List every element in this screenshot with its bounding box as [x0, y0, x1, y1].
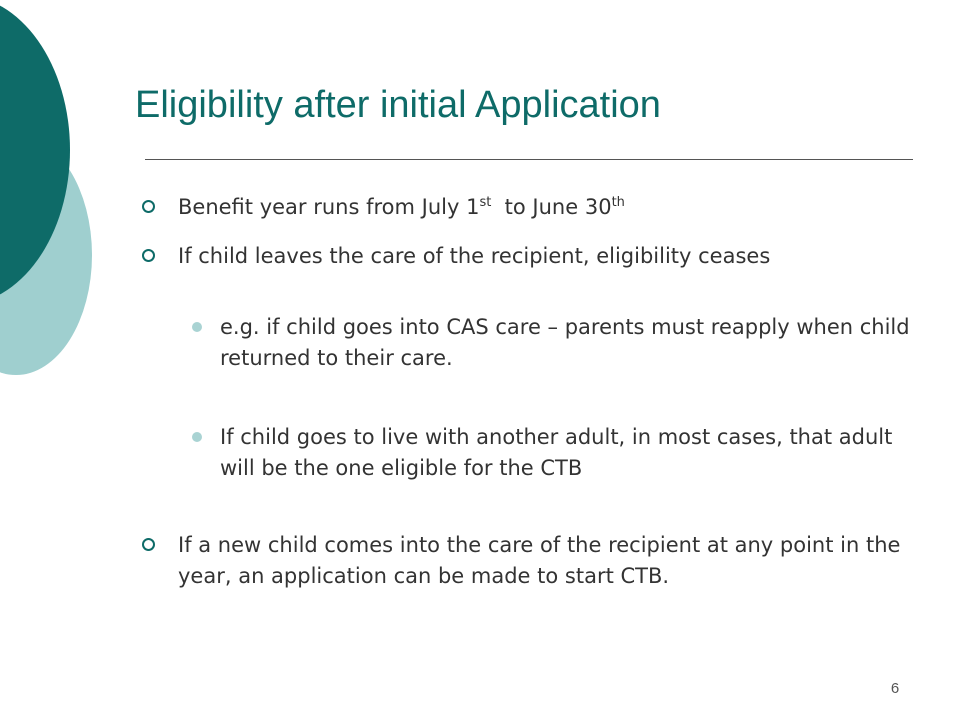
hollow-circle-bullet-icon [142, 200, 155, 213]
dot-bullet-icon [192, 322, 202, 332]
title-divider [145, 159, 913, 160]
sub-bullet-text: If child goes to live with another adult, in most cases, that adult will be the one eligible for the CTB [220, 425, 893, 480]
bullet-benefit-year [178, 192, 908, 223]
superscript-th: th [611, 195, 625, 210]
bullet-new-child [178, 530, 908, 592]
hollow-circle-bullet-icon [142, 249, 155, 262]
hollow-circle-bullet-icon [142, 538, 155, 551]
bullet-text: Benefit year runs from July 1 [178, 195, 480, 219]
sub-bullet-cas-care [220, 312, 920, 374]
bullet-text: If a new child comes into the care of the recipient at any point in the year, an application can be made to start CTB. [178, 533, 901, 588]
page-number: 6 [890, 680, 900, 697]
dot-bullet-icon [192, 432, 202, 442]
superscript-st: st [479, 195, 492, 210]
bullet-text-mid: to June 30 [491, 195, 612, 219]
sub-bullet-text: e.g. if child goes into CAS care – parents must reapply when child returned to their care. [220, 315, 910, 370]
sub-bullet-another-adult [220, 422, 920, 484]
slide-title: Eligibility after initial Application [135, 84, 661, 126]
bullet-child-leaves [178, 241, 908, 272]
bullet-text: If child leaves the care of the recipient, eligibility ceases [178, 244, 771, 268]
